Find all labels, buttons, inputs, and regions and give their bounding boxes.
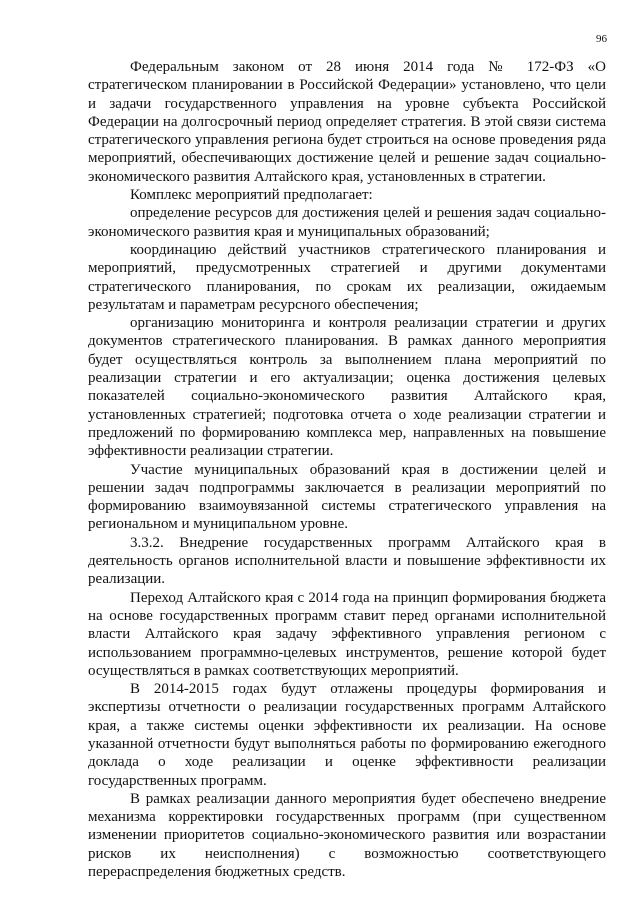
paragraph-measures-intro: Комплекс мероприятий предполагает:	[130, 187, 373, 204]
page-number: 96	[596, 33, 607, 45]
paragraph-monitoring: организацию мониторинга и контроля реализации стратегии и других документов стратегического планирования. В рамках данного мероприятия будет осуществляться контроль за выполнением плана мероприятий по реализации стратегии и его актуализации; оценка достижения целевых показателей социально-экономического развития Алтайского края, установленных стратегией; подготовка отчета о ходе реализации стратегии и предложений по формированию комплекса мер, направленных на повышение эффективности реализации стратегии.	[88, 315, 606, 460]
paragraph-coordination: координацию действий участников стратегического планирования и мероприятий, предусмотренных стратегией и другими документами стратегического планирования, по срокам их реализации, ожидаемым результатам и параметрам ресурсного обеспечения;	[88, 241, 606, 313]
paragraph-adjustment-mechanism: В рамках реализации данного мероприятия будет обеспечено внедрение механизма корректировки государственных программ (при существенном изменении приоритетов социально-экономического развития или возрастании рисков их неисполнения) с возможностью соответствующего перераспределения бюджетных средств.	[88, 790, 606, 881]
document-body	[88, 58, 606, 881]
paragraph-strategic-planning-law: Федеральным законом от 28 июня 2014 года № 172-ФЗ «О стратегическом планировании в Российской Федерации» установлено, что цели и задачи государственного управления на уровне субъекта Российской Федерации на долгосрочный период определяет стратегия. В этой связи система стратегического управления региона будет строиться на основе проведения ряда мероприятий, обеспечивающих достижение целей и решение задач социально-экономического развития Алтайского края, установленных в стратегии.	[88, 59, 606, 185]
paragraph-municipal-participation: Участие муниципальных образований края в достижении целей и решении задач подпрограммы заключается в реализации мероприятий по формированию взаимоувязанной системы стратегического управления на региональном и муниципальном уровне.	[88, 461, 606, 533]
section-heading-3-3-2: 3.3.2. Внедрение государственных программ Алтайского края в деятельность органов исполнительной власти и повышение эффективности их реализации.	[88, 534, 606, 588]
paragraph-resource-definition: определение ресурсов для достижения целей и решения задач социально-экономического развития края и муниципальных образований;	[88, 205, 606, 240]
paragraph-program-budgeting: Переход Алтайского края с 2014 года на принцип формирования бюджета на основе государственных программ ставит перед органами исполнительной власти Алтайского края задачу эффективного управления регионом с использованием программно-целевых инструментов, решение которой будет осуществляться в рамках соответствующих мероприятий.	[88, 589, 606, 679]
paragraph-reporting-procedures: В 2014-2015 годах будут отлажены процедуры формирования и экспертизы отчетности о реализации государственных программ Алтайского края, а также системы оценки эффективности их реализации. На основе указанной отчетности будут выполняться работы по формированию ежегодного доклада о ходе реализации и оценке эффективности реализации государственных программ.	[88, 681, 606, 789]
